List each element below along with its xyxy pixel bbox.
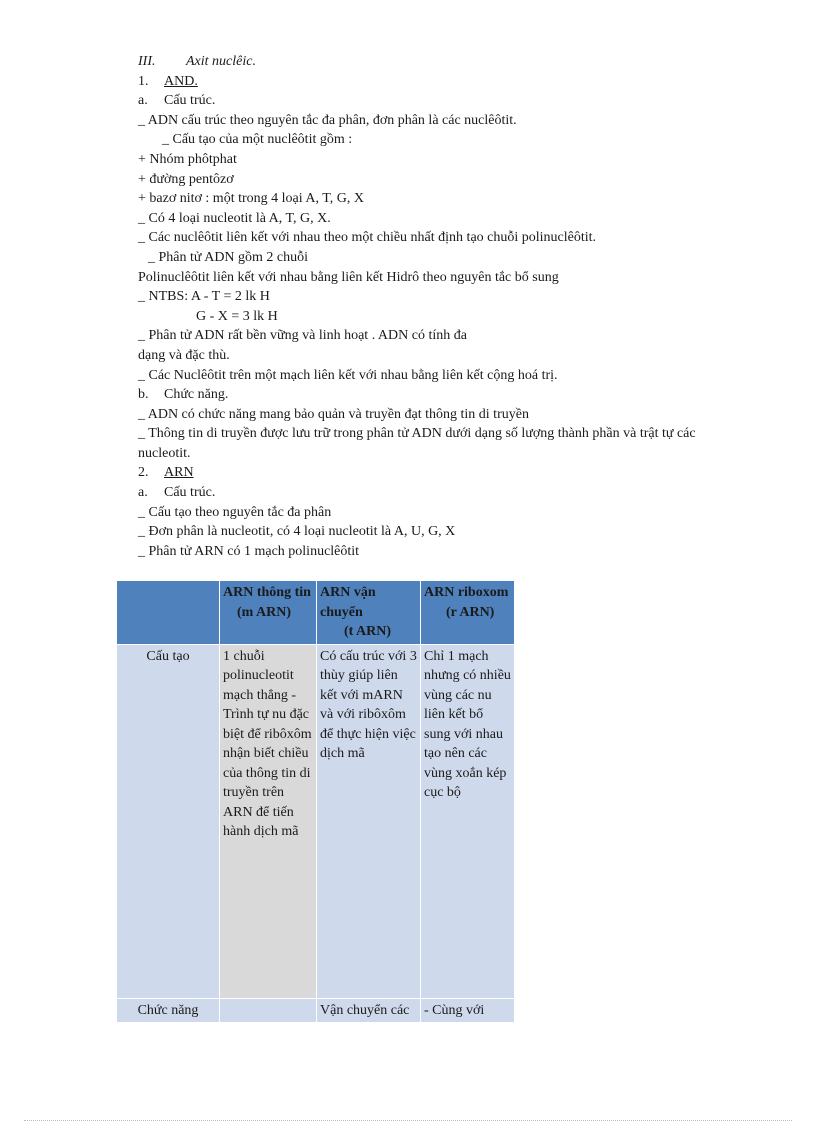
adn-line: Polinuclêôtit liên kết với nhau bằng liên kết Hidrô theo nguyên tắc bổ sung [138, 269, 559, 285]
table-header-cell [317, 581, 421, 645]
adn-function-line: _ ADN có chức năng mang bảo quản và truyền đạt thông tin di truyền [138, 406, 529, 422]
table-cell: Chỉ 1 mạch nhưng có nhiều vùng các nu liên kết bổ sung với nhau tạo nên các vùng xoắn kép cục bộ [421, 644, 515, 998]
table-header-subtitle: (m ARN) [237, 604, 292, 620]
arn-heading-number: 2. [138, 465, 149, 481]
adn-function-line: _ Thông tin di truyền được lưu trữ trong phân tử ADN dưới dạng số lượng thành phần và trật tự các nucleotit. [138, 426, 696, 461]
table-header-cell [421, 581, 515, 645]
section-number: III. [138, 54, 156, 69]
adn-structure-title: Cấu trúc. [164, 93, 216, 109]
table-header-subtitle: (r ARN) [446, 604, 495, 620]
adn-line: _ NTBS: A - T = 2 lk H [138, 289, 270, 305]
arn-line: _ Phân tử ARN có 1 mạch polinuclêôtit [138, 543, 360, 559]
arn-line: _ Đơn phân là nucleotit, có 4 loại nucleotit là A, U, G, X [138, 524, 456, 540]
table-row [117, 998, 515, 1023]
adn-line: + bazơ nitơ : một trong 4 loại A, T, G, X [138, 191, 364, 207]
adn-heading-title: AND. [164, 73, 198, 89]
table-header-title: ARN thông tin [223, 585, 311, 600]
table-header-subtitle: (t ARN) [344, 624, 392, 639]
table-row [117, 644, 515, 998]
adn-line: G - X = 3 lk H [196, 308, 278, 324]
adn-line: _ Phân tử ADN gồm 2 chuỗi [148, 249, 309, 265]
arn-line: _ Cấu tạo theo nguyên tắc đa phân [138, 504, 332, 520]
arn-structure-title: Cấu trúc. [164, 485, 216, 501]
adn-line: + Nhóm phôtphat [138, 151, 237, 167]
adn-line: dạng và đặc thù. [138, 347, 230, 363]
arn-heading [138, 463, 738, 483]
table-cell: Có cấu trúc với 3 thùy giúp liên kết với mARN và với ribôxôm để thực hiện việc dịch mã [317, 644, 421, 998]
adn-function-title: Chức năng. [164, 387, 229, 403]
table-cell: Vận chuyển các [317, 998, 421, 1023]
adn-line: _ Có 4 loại nucleotit là A, T, G, X. [138, 210, 331, 226]
adn-structure-heading [138, 91, 738, 111]
section-heading [138, 52, 738, 72]
table-cell [220, 998, 317, 1023]
adn-line: _ ADN cấu trúc theo nguyên tắc đa phân, đơn phân là các nuclêôtit. [138, 112, 517, 128]
adn-line: _ Các nuclêôtit liên kết với nhau theo một chiều nhất định tạo chuỗi polinuclêôtit. [138, 230, 597, 246]
arn-structure-label: a. [138, 485, 148, 501]
adn-line: + đường pentôzơ [138, 171, 234, 187]
table-header-title: ARN vận chuyển [320, 585, 376, 620]
table-header-cell [220, 581, 317, 645]
adn-function-label: b. [138, 387, 149, 403]
table-header-cell [117, 581, 220, 645]
adn-heading-number: 1. [138, 73, 149, 89]
section-title: Axit nuclêic. [186, 54, 256, 69]
arn-heading-title: ARN [164, 465, 194, 481]
arn-structure-heading [138, 483, 738, 503]
table-header-title: ARN riboxom [424, 585, 509, 600]
adn-line: _ Cấu tạo của một nuclêôtit gồm : [162, 132, 353, 148]
table-cell: - Cùng với [421, 998, 515, 1023]
page-bottom-divider [24, 1120, 792, 1121]
adn-line: _ Các Nuclêôtit trên một mạch liên kết với nhau bằng liên kết cộng hoá trị. [138, 367, 558, 383]
adn-structure-label: a. [138, 93, 148, 109]
table-header-row [117, 581, 515, 645]
adn-heading [138, 72, 738, 92]
arn-comparison-table [116, 580, 515, 1023]
table-row-label: Chức năng [117, 998, 220, 1023]
adn-function-heading [138, 385, 738, 405]
table-cell: 1 chuỗi polinucleotit mạch thẳng - Trình tự nu đặc biệt để ribôxôm nhận biết chiều của thông tin di truyền trên ARN để tiến hành dịch mã [220, 644, 317, 998]
table-row-label: Cấu tạo [117, 644, 220, 998]
adn-line: _ Phân tử ADN rất bền vững và linh hoạt . ADN có tính đa [138, 328, 467, 344]
document-body [138, 52, 738, 561]
